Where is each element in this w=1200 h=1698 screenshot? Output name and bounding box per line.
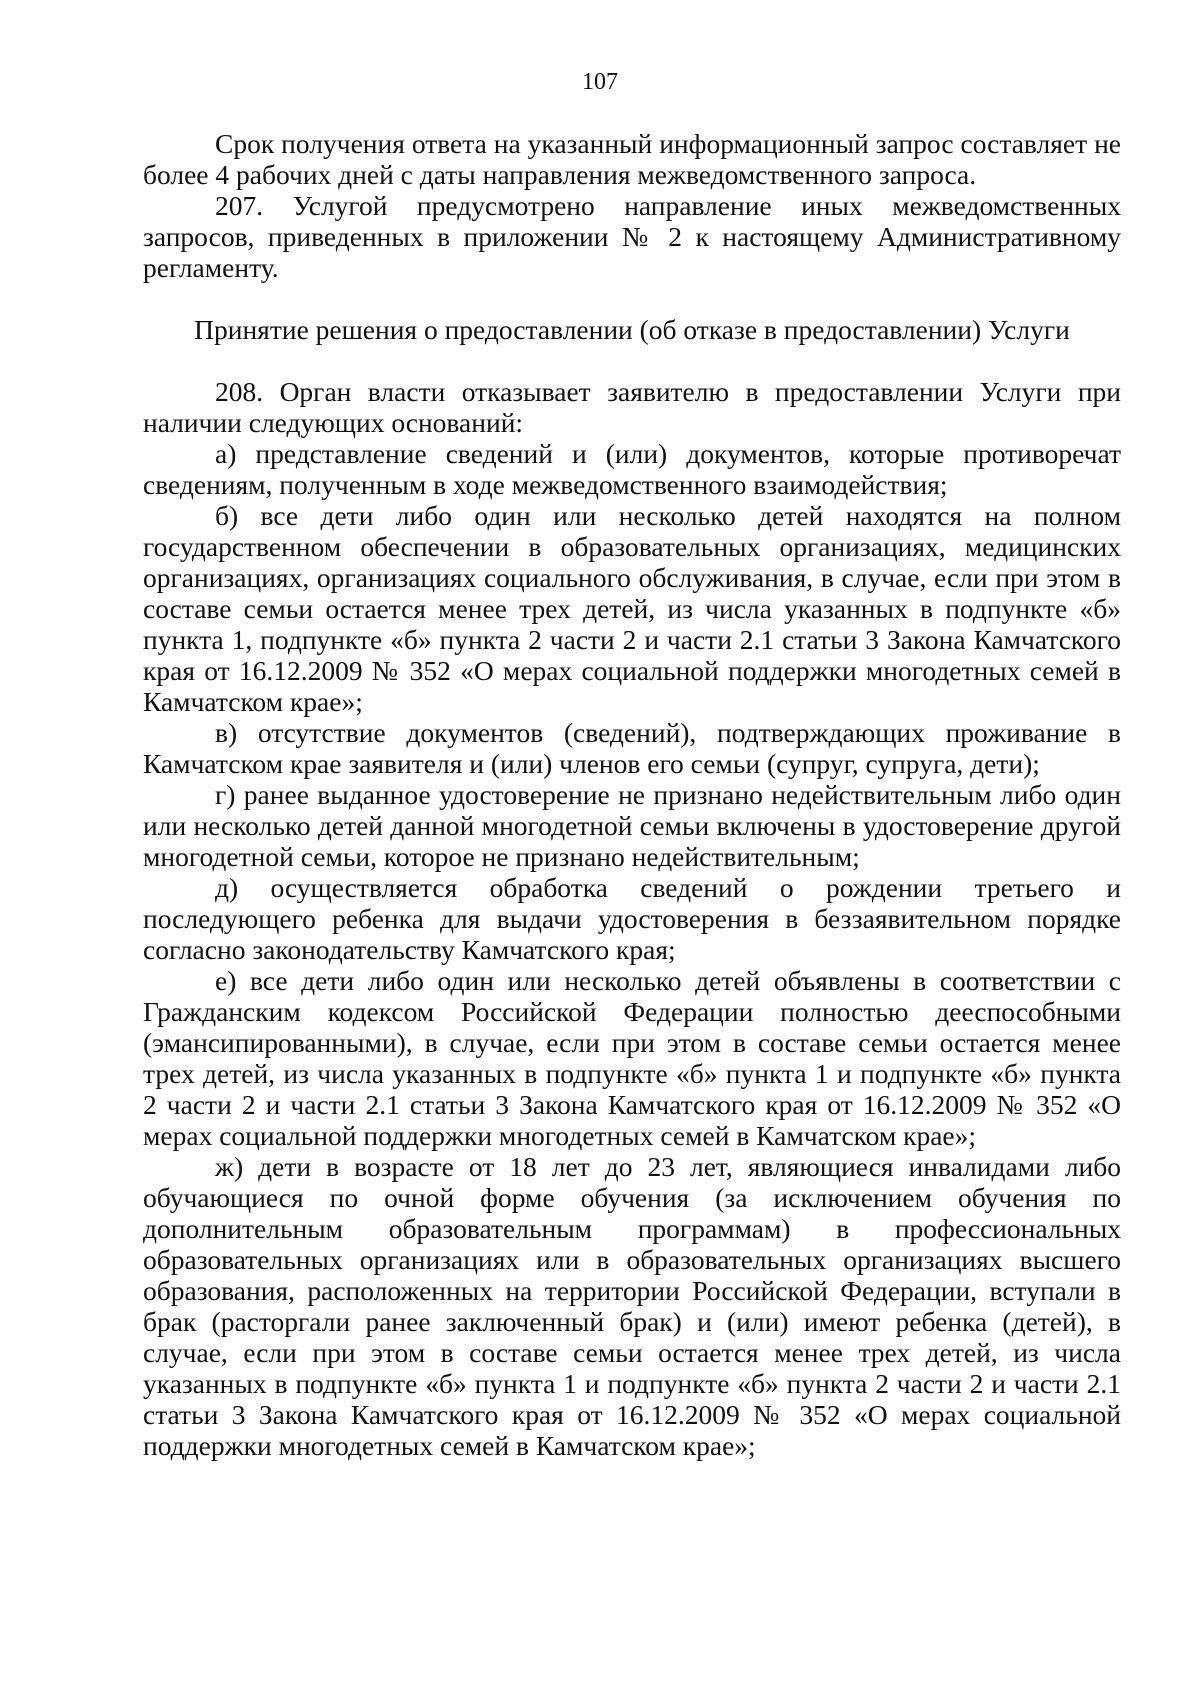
section-heading: Принятие решения о предоставлении (об отказе в предоставлении) Услуги (194, 314, 1070, 345)
subparagraph-e: е) все дети либо один или несколько детей объявлены в соответствии с Гражданским кодексом Российской Федерации полностью дееспособными (эмансипированными), в случае, если при этом в составе семьи остается менее трех детей, из числа указанных в подпункте «б» пункта 1 и подпункте «б» пункта 2 части 2 и части 2.1 статьи 3 Закона Камчатского края от 16.12.2009 № 352 «О мерах социальной поддержки многодетных семей в Камчатском крае»; (143, 965, 1121, 1151)
page-number: 107 (582, 69, 618, 95)
subparagraph-d: д) осуществляется обработка сведений о рождении третьего и последующего ребенка для выдачи удостоверения в беззаявительном порядке согласно законодательству Камчатского края; (143, 872, 1121, 965)
paragraph-response-deadline: Срок получения ответа на указанный информационный запрос составляет не более 4 рабочих дней с даты направления межведомственного запроса. (143, 128, 1121, 190)
subparagraph-b: б) все дети либо один или несколько детей находятся на полном государственном обеспечении в образовательных организациях, медицинских организациях, организациях социального обслуживания, в случае, если при этом в составе семьи остается менее трех детей, из числа указанных в подпункте «б» пункта 1, подпункте «б» пункта 2 части 2 и части 2.1 статьи 3 Закона Камчатского края от 16.12.2009 № 352 «О мерах социальной поддержки многодетных семей в Камчатском крае»; (143, 500, 1121, 717)
paragraph-207: 207. Услугой предусмотрено направление иных межведомственных запросов, приведенных в приложении № 2 к настоящему Административному регламенту. (143, 190, 1121, 283)
paragraph-208: 208. Орган власти отказывает заявителю в предоставлении Услуги при наличии следующих оснований: (143, 376, 1121, 438)
subparagraph-zh: ж) дети в возрасте от 18 лет до 23 лет, являющиеся инвалидами либо обучающиеся по очной форме обучения (за исключением обучения по дополнительным образовательным программам) в профессиональных образовательных организациях или в образовательных организациях высшего образования, расположенных на территории Российской Федерации, вступали в брак (расторгали ранее заключенный брак) и (или) имеют ребенка (детей), в случае, если при этом в составе семьи остается менее трех детей, из числа указанных в подпункте «б» пункта 1 и подпункте «б» пункта 2 части 2 и части 2.1 статьи 3 Закона Камчатского края от 16.12.2009 № 352 «О мерах социальной поддержки многодетных семей в Камчатском крае»; (143, 1151, 1121, 1461)
subparagraph-g: г) ранее выданное удостоверение не признано недействительным либо один или несколько детей данной многодетной семьи включены в удостоверение другой многодетной семьи, которое не признано недействительным; (143, 779, 1121, 872)
subparagraph-v: в) отсутствие документов (сведений), подтверждающих проживание в Камчатском крае заявителя и (или) членов его семьи (супруг, супруга, дети); (143, 717, 1121, 779)
document-body (143, 128, 1121, 1461)
subparagraph-a: а) представление сведений и (или) документов, которые противоречат сведениям, полученным в ходе межведомственного взаимодействия; (143, 438, 1121, 500)
